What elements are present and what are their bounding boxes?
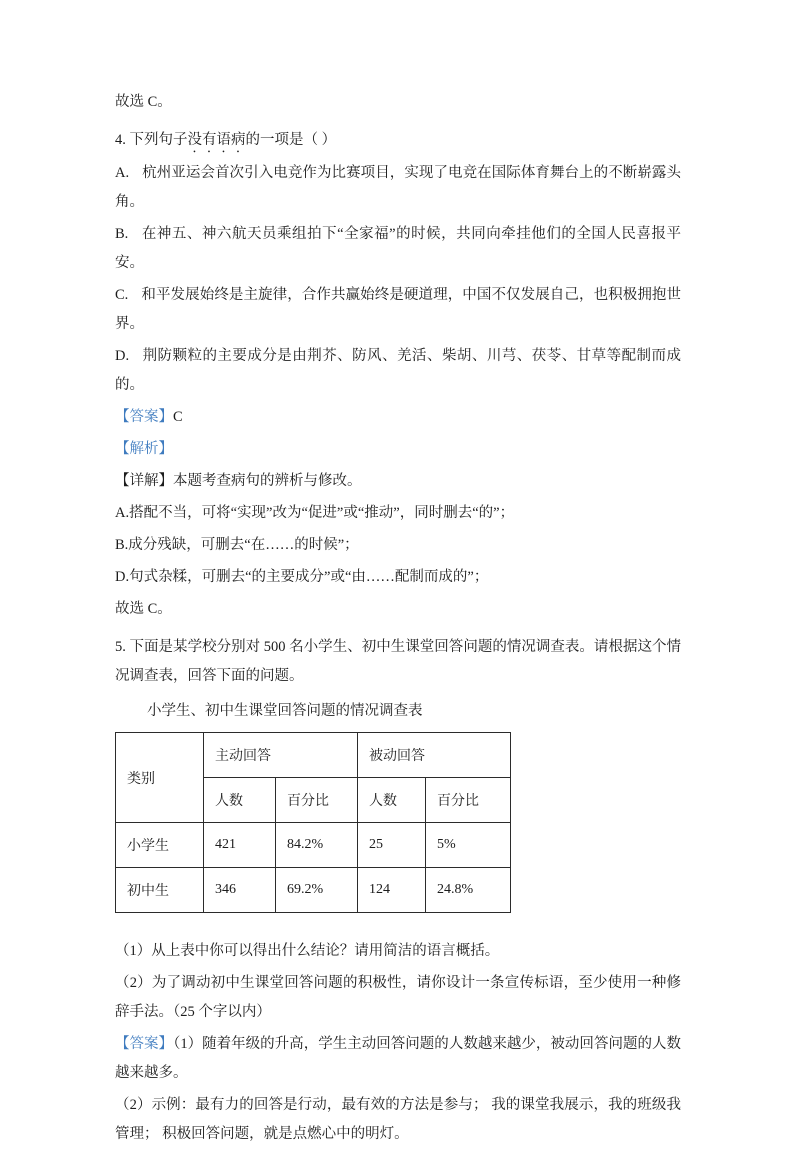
survey-table-title: 小学生、初中生课堂回答问题的情况调查表 [147,703,423,719]
question4-detail-line: 故选 C。 [115,601,172,617]
answer-label: 【答案】 [115,1036,174,1052]
question5-answer-line-1 [115,1030,681,1088]
question4-detail-line: B.成分残缺，可删去“在……的时候”； [115,537,359,553]
cell-value: 124 [358,868,426,913]
subheader-percent-1: 百分比 [276,778,358,823]
row-category: 初中生 [116,868,204,913]
analysis-label: 【解析】 [115,441,173,457]
question4-option-a [115,159,681,217]
question4-option-d [115,342,681,400]
cell-value: 346 [204,868,276,913]
question4-stem [115,126,681,156]
prev-question-conclusion: 故选 C。 [115,94,172,110]
answer-value: C [173,409,183,425]
question4-detail-line: D.句式杂糅，可删去“的主要成分”或“由……配制而成的”； [115,569,489,585]
table-row-primary-students [116,823,511,868]
option-c-label: C. [115,287,129,303]
option-c-text: 和平发展始终是主旋律，合作共赢始终是硬道理，中国不仅发展自己，也积极拥抱世界。 [115,287,681,332]
answer-part1: （1）随着年级的升高，学生主动回答问题的人数越来越少，被动回答问题的人数越来越多。 [115,1036,682,1081]
question4-detail-line: A.搭配不当，可将“实现”改为“促进”或“推动”，同时删去“的”； [115,505,515,521]
answer-label: 【答案】 [115,409,173,425]
question4-detail-line: 【详解】本题考查病句的辨析与修改。 [115,473,362,489]
table-header-row-1 [116,733,511,778]
table-row-middle-students [116,868,511,913]
cell-value: 84.2% [276,823,358,868]
cell-value: 69.2% [276,868,358,913]
option-d-label: D. [115,348,130,364]
question4-stem-emphasis: 没有语病 [187,132,246,148]
header-passive-answer: 被动回答 [358,733,511,778]
subheader-percent-2: 百分比 [426,778,511,823]
header-active-answer: 主动回答 [204,733,358,778]
subheader-count-1: 人数 [204,778,276,823]
question5-subquestion-2: （2）为了调动初中生课堂回答问题的积极性，请你设计一条宣传标语，至少使用一种修辞手法。（25 个字以内） [115,975,681,1020]
option-a-label: A. [115,165,130,181]
question5-stem: 5. 下面是某学校分别对 500 名小学生、初中生课堂回答问题的情况调查表。请根据这个情况调查表，回答下面的问题。 [115,639,681,684]
survey-table [115,732,511,913]
header-category: 类别 [116,733,204,823]
question4-answer-line [115,403,681,432]
question5-answer-line-2: （2）示例：最有力的回答是行动，最有效的方法是参与； 我的课堂我展示，我的班级我管理； 积极回答问题，就是点燃心中的明灯。 [115,1097,681,1142]
option-d-text: 荆防颗粒的主要成分是由荆芥、防风、羌活、柴胡、川芎、茯苓、甘草等配制而成的。 [115,348,681,393]
question4-analysis-line [115,435,681,464]
cell-value: 5% [426,823,511,868]
subheader-count-2: 人数 [358,778,426,823]
option-a-text: 杭州亚运会首次引入电竞作为比赛项目，实现了电竞在国际体育舞台上的不断崭露头角。 [115,165,681,210]
cell-value: 421 [204,823,276,868]
cell-value: 24.8% [426,868,511,913]
question4-stem-post: 的一项是（ ） [245,132,337,148]
row-category: 小学生 [116,823,204,868]
option-b-label: B. [115,226,129,242]
option-b-text: 在神五、神六航天员乘组拍下“全家福”的时候，共同向牵挂他们的全国人民喜报平安。 [115,226,681,271]
cell-value: 25 [358,823,426,868]
question5-subquestion-1: （1）从上表中你可以得出什么结论？请用简洁的语言概括。 [115,943,500,959]
question4-option-c [115,281,681,339]
question4-option-b [115,220,681,278]
question4-stem-pre: 4. 下列句子 [115,132,188,148]
